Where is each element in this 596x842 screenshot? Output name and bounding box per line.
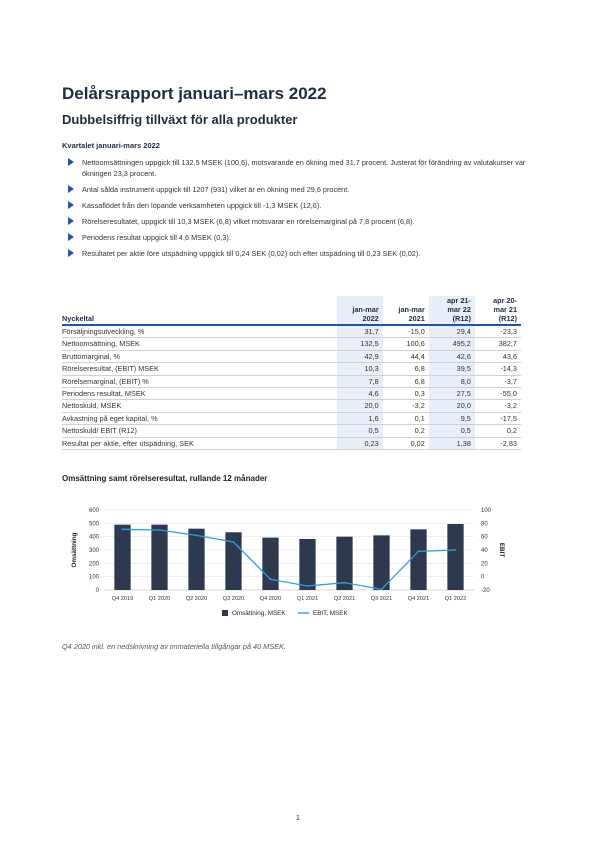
- y-tick-label: 0: [95, 588, 99, 594]
- kpi-cell: 44,4: [410, 351, 425, 361]
- kpi-cell: 8,0: [429, 375, 475, 387]
- kpi-row: [62, 425, 521, 437]
- kpi-cell: 0,23: [337, 437, 383, 449]
- kpi-cell: 1,38: [429, 437, 475, 449]
- kpi-cell: 9,5: [429, 412, 475, 424]
- y-tick-label: 300: [88, 548, 99, 554]
- y-tick-label: 500: [88, 521, 99, 528]
- kpi-row-label: Nettoskuld, MSEK: [62, 401, 122, 411]
- kpi-header-label: Nyckeltal: [62, 314, 95, 323]
- ebit-point: [418, 550, 420, 552]
- kpi-cell: 6,8: [414, 364, 425, 374]
- kpi-cell: -3,2: [504, 401, 517, 411]
- revenue-bar: [262, 538, 278, 590]
- kpi-cell: 42,6: [429, 350, 475, 362]
- kpi-table: [62, 296, 521, 450]
- kpi-cell: 39,5: [429, 363, 475, 375]
- kpi-cell: 495,2: [429, 338, 475, 350]
- y-tick-label: 600: [88, 508, 99, 514]
- x-tick-label: Q3 2020: [222, 596, 245, 602]
- ebit-point: [455, 549, 457, 551]
- x-tick-label: Q1 2021: [296, 596, 319, 602]
- highlight-item: Resultatet per aktie före utspädning uppgick till 0,24 SEK (0,02) och efter utspädning till 0,23 SEK (0,02).: [62, 248, 532, 259]
- kpi-cell: 0,02: [410, 438, 425, 448]
- revenue-bar: [299, 539, 315, 590]
- kpi-col-header: apr 21- mar 22 (R12): [429, 296, 475, 325]
- y-tick-label: 400: [88, 534, 99, 541]
- y-tick-label: 100: [88, 574, 99, 581]
- highlight-item: Rörelseresultatet, uppgick till 10,3 MSEK (6,8) vilket motsvarar en rörelsemarginal på 7,8 procent (6,8).: [62, 216, 532, 227]
- kpi-cell: 0,2: [506, 426, 517, 436]
- kpi-cell: 7,8: [337, 375, 383, 387]
- ebit-point: [233, 541, 235, 543]
- x-tick-label: Q1 2022: [444, 596, 467, 602]
- page-number: 1: [296, 815, 300, 822]
- kpi-cell: 132,5: [337, 338, 383, 350]
- kpi-row: [62, 375, 521, 387]
- y2-tick-label: 80: [481, 521, 488, 528]
- kpi-cell: -3,7: [504, 376, 517, 386]
- report-subtitle: Dubbelsiffrig tillväxt för alla produkter: [62, 112, 298, 127]
- ebit-point: [307, 585, 309, 587]
- kpi-row: [62, 412, 521, 424]
- kpi-cell: 0,2: [414, 426, 425, 436]
- y2-tick-label: 60: [481, 534, 488, 541]
- kpi-row-label: Bruttomarginal, %: [62, 351, 120, 361]
- kpi-col-header: jan-mar 2021: [398, 305, 425, 323]
- legend-label-revenue: Omsättning, MSEK: [232, 610, 286, 617]
- ebit-line: [123, 529, 456, 589]
- revenue-bar: [410, 529, 426, 590]
- bullet-arrow-icon: [68, 201, 74, 209]
- ebit-point: [344, 582, 346, 584]
- kpi-cell: 0,1: [414, 413, 425, 423]
- kpi-row: [62, 350, 521, 362]
- highlights-list: [62, 157, 532, 264]
- kpi-cell: -17,5: [500, 413, 517, 423]
- y2-tick-label: 0: [481, 574, 485, 581]
- bullet-arrow-icon: [68, 249, 74, 257]
- y2-tick-label: 40: [481, 548, 488, 554]
- kpi-row-label: Periodens resultat, MSEK: [62, 389, 146, 399]
- legend-swatch-revenue: [222, 610, 228, 616]
- section-heading: Kvartalet januari-mars 2022: [62, 141, 160, 150]
- x-tick-label: Q4 2020: [259, 596, 282, 602]
- bullet-arrow-icon: [68, 233, 74, 241]
- kpi-col-header: jan-mar 2022: [337, 296, 383, 325]
- kpi-row-label: Nettoskuld/ EBIT (R12): [62, 426, 137, 436]
- kpi-row-label: Försäljningsutveckling, %: [62, 327, 145, 336]
- kpi-row: [62, 363, 521, 375]
- kpi-row-label: Resultat per aktie, efter utspädning, SEK: [62, 438, 194, 448]
- ebit-point: [159, 529, 161, 531]
- kpi-cell: 20,0: [429, 400, 475, 412]
- kpi-cell: 100,6: [406, 339, 425, 349]
- kpi-row: [62, 400, 521, 412]
- kpi-cell: 42,9: [337, 350, 383, 362]
- highlight-item: Kassaflödet från den löpande verksamheten uppgick till -1,3 MSEK (12,6).: [62, 200, 532, 211]
- kpi-cell: 0,3: [414, 389, 425, 399]
- kpi-cell: 382,7: [498, 339, 517, 349]
- kpi-cell: -14,3: [500, 364, 517, 374]
- y2-tick-label: -20: [481, 588, 490, 594]
- footnote: Q4 2020 inkl. en nedskrivning av immateriella tillgångar på 40 MSEK.: [62, 642, 286, 651]
- y2-tick-label: 100: [481, 508, 492, 514]
- highlight-item: Antal sålda instrument uppgick till 1207 (931) vilket är en ökning med 29,6 procent.: [62, 184, 532, 195]
- kpi-cell: -23,3: [500, 327, 517, 336]
- kpi-cell: 43,6: [502, 351, 517, 361]
- y2-axis-title: EBIT: [498, 542, 505, 558]
- kpi-cell: -2,83: [500, 438, 517, 448]
- kpi-header-row: [62, 296, 521, 325]
- revenue-bar: [188, 529, 204, 590]
- kpi-row: [62, 388, 521, 400]
- legend-label-ebit: EBIT, MSEK: [313, 610, 348, 617]
- kpi-row: [62, 338, 521, 350]
- kpi-row-label: Rörelsemarginal, (EBIT) %: [62, 376, 149, 386]
- kpi-cell: 29,4: [429, 325, 475, 338]
- bullet-arrow-icon: [68, 217, 74, 225]
- kpi-cell: 31,7: [337, 325, 383, 338]
- x-tick-label: Q4 2019: [111, 596, 134, 602]
- revenue-ebit-chart: [62, 500, 505, 625]
- kpi-row-label: Avkastning på eget kapital, %: [62, 413, 158, 423]
- y2-tick-label: 20: [481, 561, 488, 568]
- kpi-cell: 6,8: [414, 376, 425, 386]
- highlight-item: Nettoomsättningen uppgick till 132,5 MSEK (100,6), motsvarande en ökning med 31,7 procent. Justerat för förändring av valutakurser var ökningen 23,3 procent.: [62, 157, 532, 179]
- kpi-row: [62, 325, 521, 338]
- kpi-cell: 10,3: [337, 363, 383, 375]
- ebit-point: [381, 588, 383, 590]
- kpi-cell: 4,6: [337, 388, 383, 400]
- kpi-cell: -3,2: [412, 401, 425, 411]
- revenue-bar: [151, 525, 167, 590]
- x-tick-label: Q1 2020: [148, 596, 171, 602]
- chart-title: Omsättning samt rörelseresultat, rullande 12 månader: [62, 474, 268, 483]
- ebit-point: [196, 534, 198, 536]
- bullet-arrow-icon: [68, 158, 74, 166]
- y-tick-label: 200: [88, 561, 99, 568]
- x-tick-label: Q3 2021: [370, 596, 393, 602]
- x-tick-label: Q2 2020: [185, 596, 208, 602]
- ebit-point: [122, 528, 124, 530]
- revenue-bar: [447, 524, 463, 590]
- kpi-cell: 27,5: [429, 388, 475, 400]
- y-axis-title: Omsättning: [71, 532, 78, 568]
- kpi-cell: -55,0: [500, 389, 517, 399]
- bullet-arrow-icon: [68, 185, 74, 193]
- kpi-cell: 0,5: [429, 425, 475, 437]
- kpi-row-label: Nettoomsättning, MSEK: [62, 339, 140, 349]
- x-tick-label: Q2 2021: [333, 596, 356, 602]
- kpi-cell: 0,5: [337, 425, 383, 437]
- kpi-cell: 20,0: [337, 400, 383, 412]
- ebit-point: [270, 578, 272, 580]
- revenue-bar: [114, 525, 130, 590]
- kpi-cell: -15,0: [408, 327, 425, 336]
- kpi-cell: 1,6: [337, 412, 383, 424]
- x-tick-label: Q4 2021: [407, 596, 430, 602]
- highlight-item: Periodens resultat uppgick till 4,6 MSEK (0,3).: [62, 232, 532, 243]
- kpi-row: [62, 437, 521, 449]
- report-title: Delårsrapport januari–mars 2022: [62, 84, 327, 103]
- revenue-bar: [373, 535, 389, 590]
- kpi-row-label: Rörelseresultat, (EBIT) MSEK: [62, 364, 159, 374]
- kpi-col-header: apr 20- mar 21 (R12): [493, 296, 517, 323]
